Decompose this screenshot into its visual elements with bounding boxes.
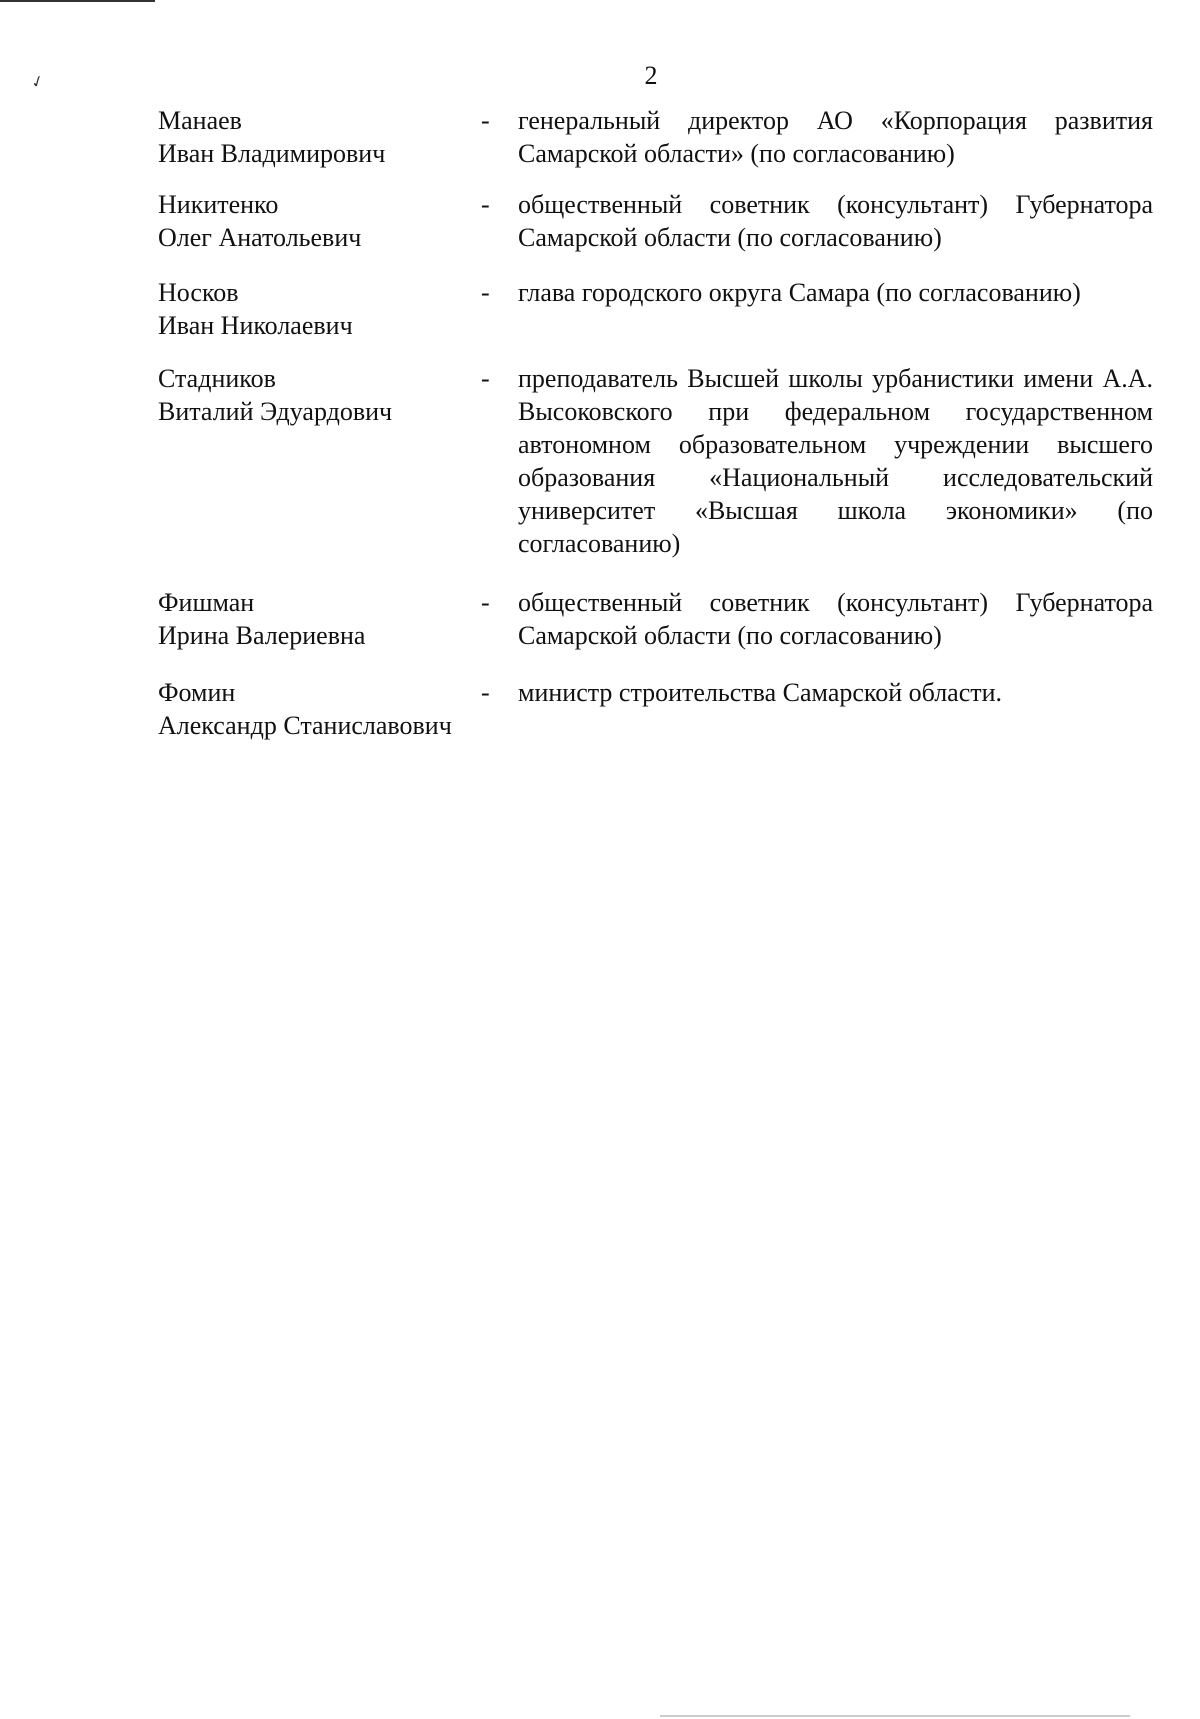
member-position: преподаватель Высшей школы урбанистики имени А.А. Высоковского при федеральном государственном автономном образовательном учреждении высшего образования «Национальный исследовательский университет «Высшая школа экономики» (по согласованию) bbox=[518, 364, 1153, 558]
member-position: министр строительства Самарской области. bbox=[518, 678, 1003, 707]
member-surname: Фишман bbox=[158, 588, 255, 617]
member-position: генеральный директор АО «Корпорация развития Самарской области» (по согласованию) bbox=[518, 106, 1153, 168]
member-position: общественный советник (консультант) Губернатора Самарской области (по согласованию) bbox=[518, 588, 1153, 650]
member-entry bbox=[158, 104, 1153, 170]
member-surname: Носков bbox=[158, 278, 239, 307]
member-entry bbox=[158, 276, 1153, 342]
separator-dash: - bbox=[481, 190, 490, 219]
member-given-names: Ирина Валериевна bbox=[158, 621, 366, 650]
page-number: 2 bbox=[644, 61, 658, 90]
member-position: глава городского округа Самара (по согласованию) bbox=[518, 278, 1081, 307]
member-position: общественный советник (консультант) Губернатора Самарской области (по согласованию) bbox=[518, 190, 1153, 252]
member-surname: Стадников bbox=[158, 364, 276, 393]
scan-edge-line-bottom bbox=[660, 1715, 1130, 1717]
separator-dash: - bbox=[481, 588, 490, 617]
member-entry bbox=[158, 586, 1153, 652]
separator-dash: - bbox=[481, 278, 490, 307]
member-given-names: Олег Анатольевич bbox=[158, 223, 362, 252]
member-name bbox=[158, 586, 488, 652]
member-name bbox=[158, 676, 488, 742]
member-surname: Никитенко bbox=[158, 190, 279, 219]
member-list bbox=[158, 104, 1153, 742]
member-given-names: Александр Станиславович bbox=[158, 711, 452, 740]
separator-dash: - bbox=[481, 106, 490, 135]
member-entry bbox=[158, 676, 1153, 742]
member-given-names: Виталий Эдуардович bbox=[158, 397, 393, 426]
separator-dash: - bbox=[481, 678, 490, 707]
member-name bbox=[158, 276, 488, 342]
separator-dash: - bbox=[481, 364, 490, 393]
member-surname: Манаев bbox=[158, 106, 242, 135]
member-surname: Фомин bbox=[158, 678, 236, 707]
member-given-names: Иван Николаевич bbox=[158, 311, 353, 340]
member-given-names: Иван Владимирович bbox=[158, 139, 386, 168]
member-name bbox=[158, 104, 488, 170]
member-name bbox=[158, 362, 488, 428]
scan-mark: ✓ bbox=[28, 72, 48, 93]
member-entry bbox=[158, 188, 1153, 254]
scan-edge-line bbox=[0, 0, 155, 2]
member-entry bbox=[158, 362, 1153, 560]
member-name bbox=[158, 188, 488, 254]
